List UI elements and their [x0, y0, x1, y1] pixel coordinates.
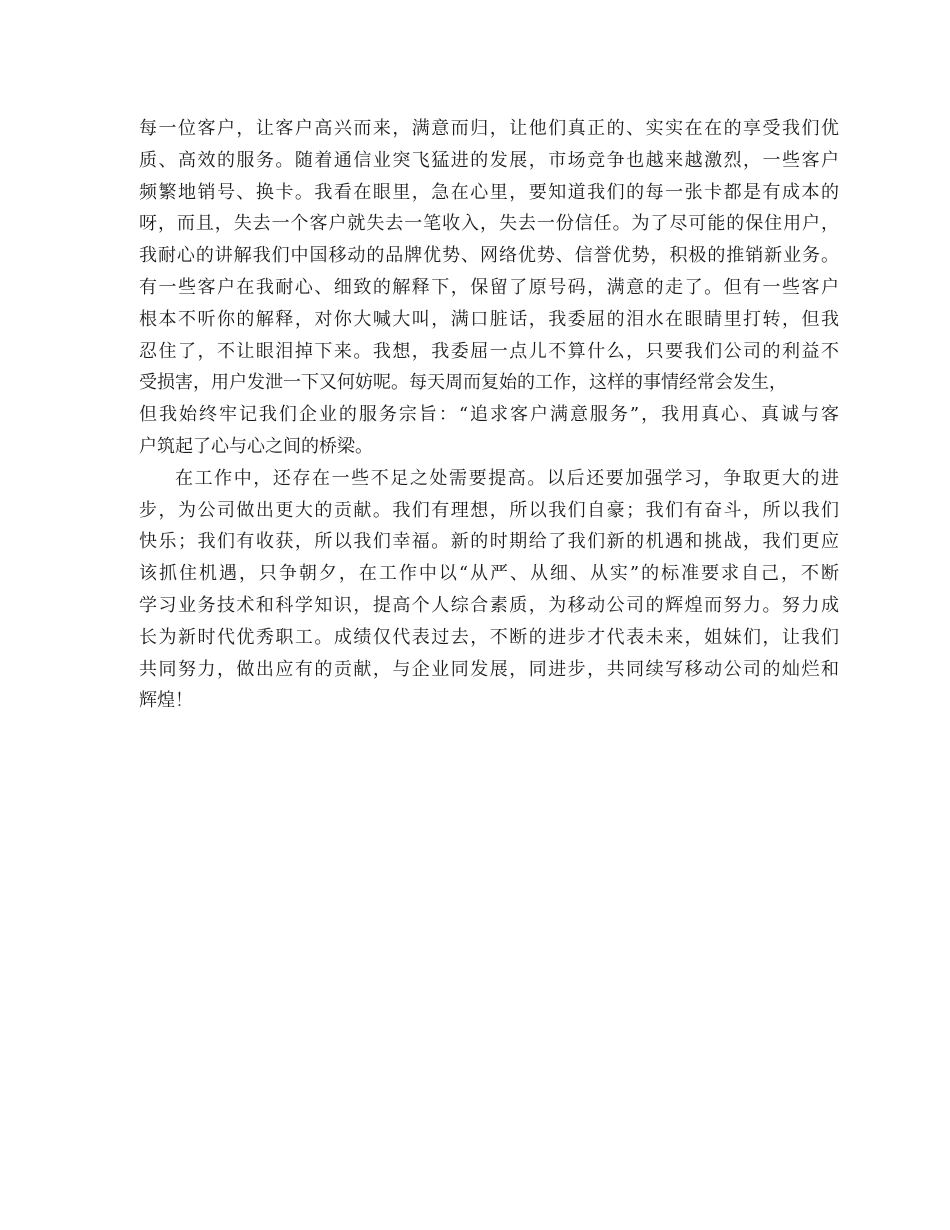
paragraph-line: 受损害，用户发泄一下又何妨呢。每天周而复始的工作，这样的事情经常会发生，: [139, 372, 787, 394]
paragraph-line: 频繁地销号、换卡。我看在眼里，急在心里，要知道我们的每一张卡都是有成本的: [139, 181, 839, 203]
paragraph-line: 步，为公司做出更大的贡献。我们有理想，所以我们自豪；我们有奋斗，所以我们: [139, 499, 839, 521]
paragraph-line: 有一些客户在我耐心、细致的解释下，保留了原号码，满意的走了。但有一些客户: [139, 276, 839, 298]
body-text: [139, 113, 839, 717]
paragraph-line: 长为新时代优秀职工。成绩仅代表过去，不断的进步才代表未来，姐妹们，让我们: [139, 626, 839, 648]
paragraph-line: 在工作中，还存在一些不足之处需要提高。以后还要加强学习，争取更大的进: [175, 467, 839, 489]
paragraph-line: 学习业务技术和科学知识，提高个人综合素质，为移动公司的辉煌而努力。努力成: [139, 594, 839, 616]
paragraph-line: 辉煌！: [139, 690, 193, 712]
paragraph-line: 质、高效的服务。随着通信业突飞猛进的发展，市场竞争也越来越激烈，一些客户: [139, 149, 839, 171]
paragraph-2: [139, 463, 839, 717]
paragraph-line: 该抓住机遇，只争朝夕，在工作中以“从严、从细、从实”的标准要求自己，不断: [139, 563, 839, 585]
paragraph-line: 根本不听你的解释，对你大喊大叫，满口脏话，我委屈的泪水在眼睛里打转，但我: [139, 308, 839, 330]
paragraph-line: 忍住了，不让眼泪掉下来。我想，我委屈一点儿不算什么，只要我们公司的利益不: [139, 340, 839, 362]
paragraph-line: 每一位客户，让客户高兴而来，满意而归，让他们真正的、实实在在的享受我们优: [139, 118, 839, 139]
paragraph-line: 共同努力，做出应有的贡献，与企业同发展，同进步，共同续写移动公司的灿烂和: [139, 658, 839, 680]
paragraph-line: 户筑起了心与心之间的桥梁。: [139, 435, 373, 457]
paragraph-line: 呀，而且，失去一个客户就失去一笔收入，失去一份信任。为了尽可能的保住用户，: [139, 213, 839, 235]
paragraph-1: [139, 113, 839, 463]
paragraph-line: 但我始终牢记我们企业的服务宗旨：“追求客户满意服务”，我用真心、真诚与客: [139, 404, 839, 426]
paragraph-line: 快乐；我们有收获，所以我们幸福。新的时期给了我们新的机遇和挑战，我们更应: [139, 531, 839, 553]
paragraph-line: 我耐心的讲解我们中国移动的品牌优势、网络优势、信誉优势，积极的推销新业务。: [139, 245, 839, 267]
